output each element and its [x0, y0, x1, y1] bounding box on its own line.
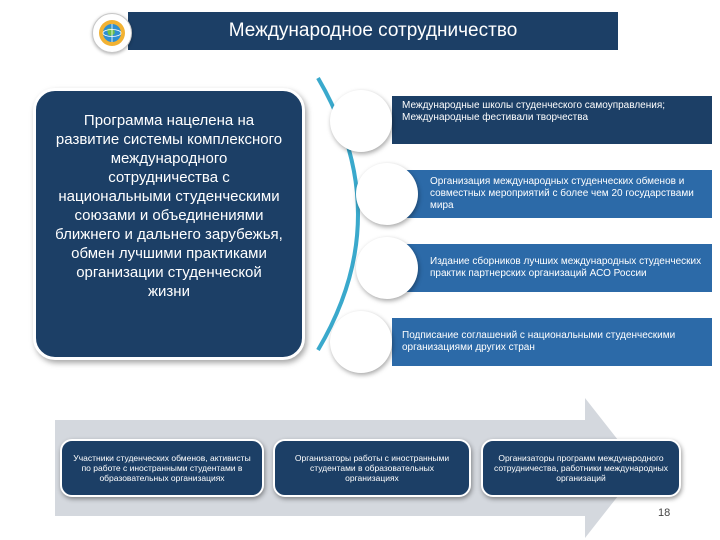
list-item-label: Издание сборников лучших международных студенческих практик партнерских организаций АСО России: [430, 256, 702, 279]
participant-card-label: Организаторы работы с иностранными студентами в образовательных организациях: [294, 453, 450, 483]
title-bar: [128, 12, 618, 50]
list-item-label: Подписание соглашений с национальными студенческими организациями других стран: [402, 330, 676, 353]
list-item: [392, 244, 712, 292]
list-item-label: Международные школы студенческого самоуправления; Международные фестивали творчества: [402, 100, 666, 123]
participant-card-label: Организаторы программ международного сотрудничества, работники международных организаций: [493, 453, 669, 483]
list-item: [392, 318, 712, 366]
program-description-box: [33, 88, 305, 360]
list-item-label: Организация международных студенческих обменов и совместных мероприятий с более чем 20 государствами мира: [430, 176, 694, 211]
bubble-marker: [356, 237, 418, 299]
list-item: [392, 96, 712, 144]
program-description: Программа нацелена на развитие системы комплексного международного сотрудничества с национальными студенческими союзами и объединениями ближнего и дальнего зарубежья, обмен лучшими практиками организации студенческой жизни: [55, 112, 283, 300]
globe-icon: [97, 18, 127, 48]
page-title: Международное сотрудничество: [228, 20, 518, 41]
participant-card-label: Участники студенческих обменов, активисты по работе с иностранными студентами в образовательных организациях: [73, 453, 251, 483]
bubble-marker: [356, 163, 418, 225]
participant-card: [273, 439, 471, 497]
participant-card: [60, 439, 264, 497]
bubble-marker: [330, 311, 392, 373]
bubble-marker: [330, 90, 392, 152]
participant-card: [481, 439, 681, 497]
list-item: [392, 170, 712, 218]
page-number: 18: [658, 507, 671, 519]
logo: [92, 13, 132, 53]
